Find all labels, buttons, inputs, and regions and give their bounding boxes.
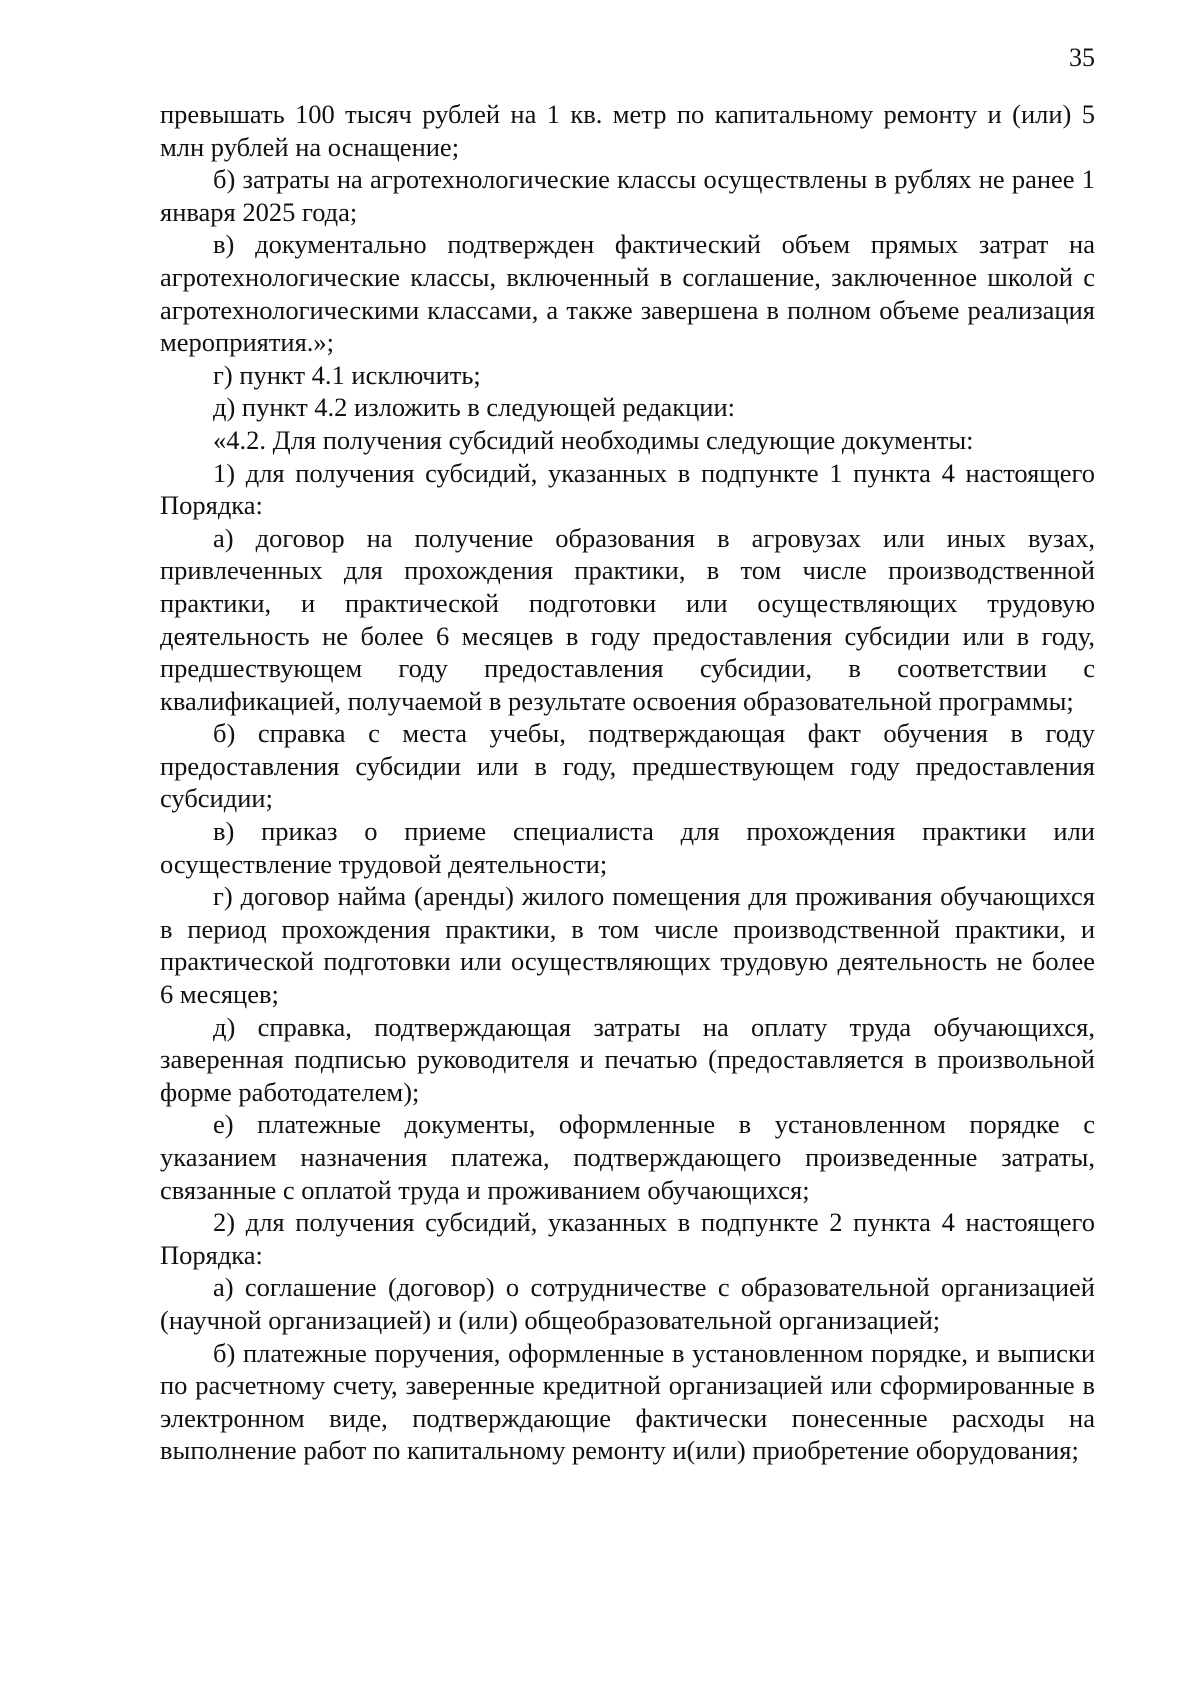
paragraph-item-v-confirmed: в) документально подтвержден фактический объем прямых затрат на агротехнологические классы, включенный в соглашение, заключенное школой с агротехнологическими классами, а также завершена в полном объеме реализация мероприятия.»; (160, 229, 1095, 358)
paragraph-item-d-revision: д) пункт 4.2 изложить в следующей редакции: (213, 392, 736, 423)
paragraph-subclause-1-e: е) платежные документы, оформленные в установленном порядке с указанием назначения платежа, подтверждающего произведенные затраты, связанные с оплатой труда и проживанием обучающихся; (160, 1109, 1095, 1205)
paragraph-subclause-1-v: в) приказ о приеме специалиста для прохождения практики или осуществление трудовой деятельности; (160, 816, 1095, 879)
paragraph-item-b-costs: б) затраты на агротехнологические классы осуществлены в рублях не ранее 1 января 2025 года; (160, 164, 1095, 227)
paragraph-subclause-1-a: а) договор на получение образования в агровузах или иных вузах, привлеченных для прохождения практики, в том числе производственной практики, и практической подготовки или осуществляющих трудовую деятельность не более 6 месяцев в году предоставления субсидии или в году, предшествующем году предоставления субсидии, в соответствии с квалификацией, получаемой в результате освоения образовательной программы; (160, 522, 1095, 716)
paragraph-continuation: превышать 100 тысяч рублей на 1 кв. метр по капитальному ремонту и (или) 5 млн рублей на оснащение; (160, 99, 1095, 162)
paragraph-subclause-2: 2) для получения субсидий, указанных в подпункте 2 пункта 4 настоящего Порядка: (160, 1207, 1095, 1270)
document-body (160, 98, 1095, 1467)
page-number: 35 (1069, 43, 1095, 72)
paragraph-subclause-1-d: д) справка, подтверждающая затраты на оплату труда обучающихся, заверенная подписью руководителя и печатью (предоставляется в произвольной форме работодателем); (160, 1011, 1095, 1107)
paragraph-subclause-1-g: г) договор найма (аренды) жилого помещения для проживания обучающихся в период прохождения практики, в том числе производственной практики, и практической подготовки или осуществляющих трудовую деятельность не более 6 месяцев; (160, 881, 1095, 1010)
paragraph-subclause-2-b: б) платежные поручения, оформленные в установленном порядке, и выписки по расчетному счету, заверенные кредитной организацией или сформированные в электронном виде, подтверждающие фактически понесенные расходы на выполнение работ по капитальному ремонту и(или) приобретение оборудования; (160, 1337, 1095, 1466)
paragraph-subclause-1: 1) для получения субсидий, указанных в подпункте 1 пункта 4 настоящего Порядка: (160, 457, 1095, 521)
paragraph-clause-4-2: «4.2. Для получения субсидий необходимы следующие документы: (213, 424, 974, 455)
paragraph-subclause-2-a: а) соглашение (договор) о сотрудничестве с образовательной организацией (научной организацией) и (или) общеобразовательной организацией; (160, 1272, 1095, 1335)
paragraph-item-g-exclude: г) пункт 4.1 исключить; (213, 359, 481, 390)
paragraph-subclause-1-b: б) справка с места учебы, подтверждающая факт обучения в году предоставления субсидии или в году, предшествующем году предоставления субсидии; (160, 718, 1095, 814)
